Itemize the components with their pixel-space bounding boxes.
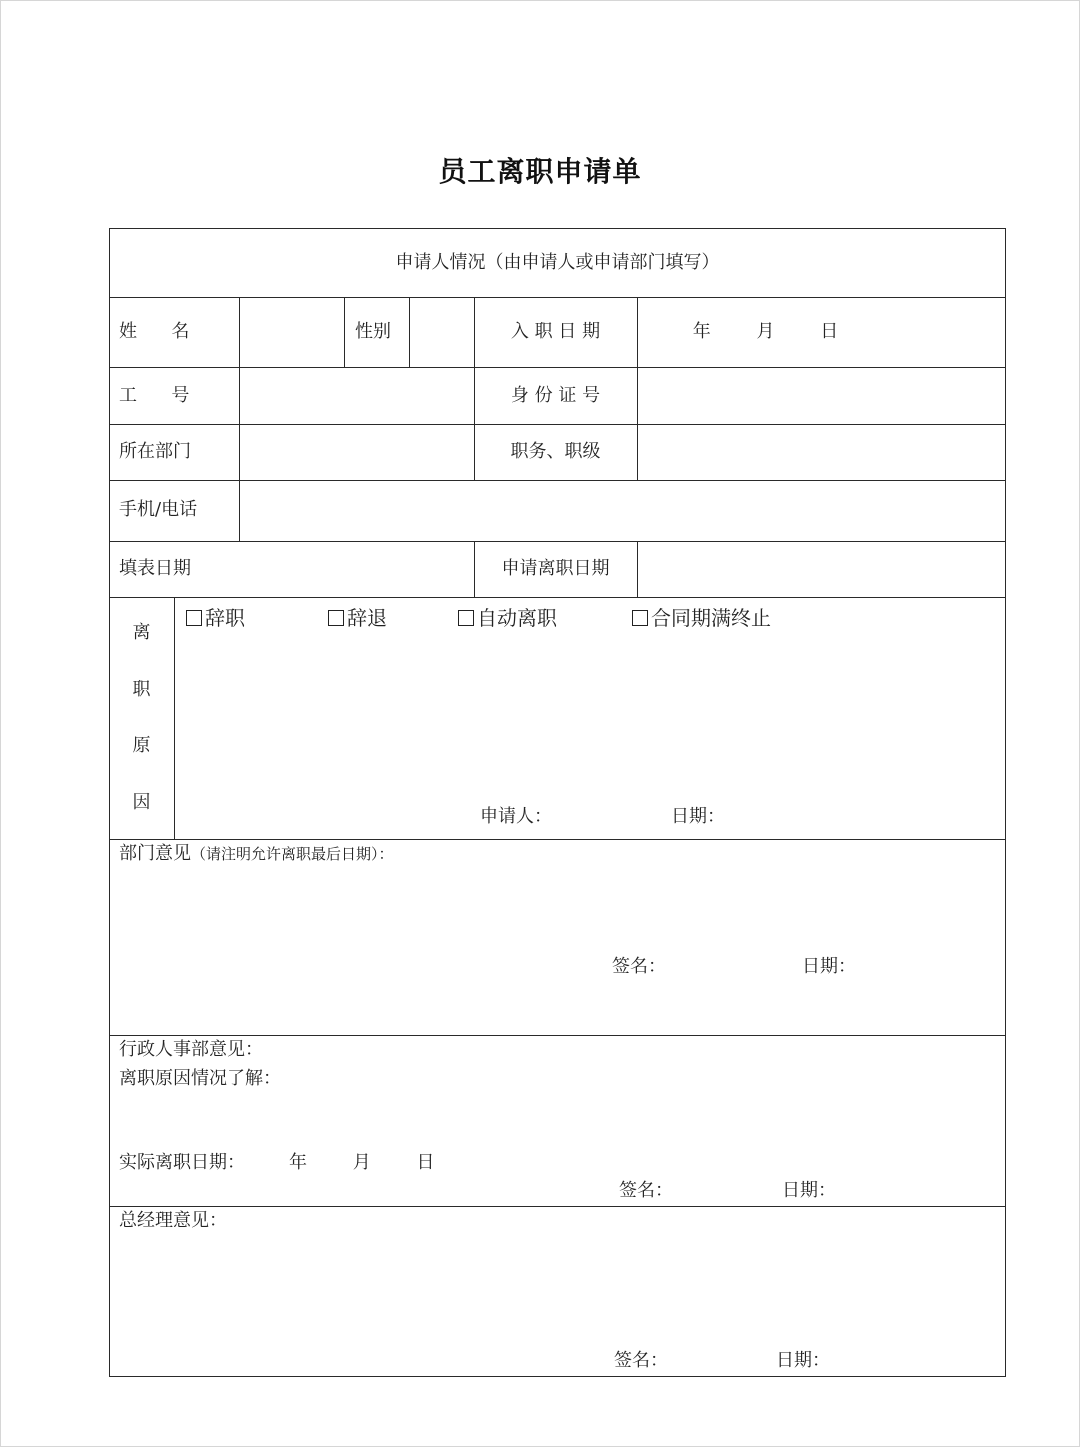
employee-no-label: 工 号 xyxy=(119,385,190,406)
reason-label-char: 因 xyxy=(132,792,151,813)
hr-opinion-area[interactable] xyxy=(110,1094,1005,1144)
grid-line xyxy=(344,297,345,367)
grid-line xyxy=(109,597,1006,598)
section-header: 申请人情况（由申请人或申请部门填写） xyxy=(395,252,720,273)
hr-date-label: 日期： xyxy=(782,1180,836,1201)
reason-label-char: 职 xyxy=(132,679,151,700)
applicant-label: 申请人： xyxy=(480,806,552,827)
id-no-field[interactable] xyxy=(638,368,1005,424)
gender-label: 性别 xyxy=(355,321,391,342)
actual-date-label: 实际离职日期： xyxy=(119,1152,245,1173)
option-voluntary-leave[interactable] xyxy=(458,606,557,630)
apply-date-label: 申请离职日期 xyxy=(501,558,610,579)
fill-date-field[interactable] xyxy=(259,542,474,597)
checkbox[interactable] xyxy=(632,610,648,626)
gm-sign-label: 签名： xyxy=(614,1350,668,1371)
resignation-form xyxy=(109,228,1006,1376)
id-no-label: 身 份 证 号 xyxy=(510,385,601,406)
dept-opinion-title: 部门意见 xyxy=(119,843,191,864)
gender-field[interactable] xyxy=(410,298,474,367)
option-label: 辞职 xyxy=(205,606,245,630)
option-label: 自动离职 xyxy=(477,606,557,630)
reason-text-area[interactable] xyxy=(175,636,1005,801)
grid-line xyxy=(474,367,475,480)
department-field[interactable] xyxy=(240,425,474,480)
option-resign[interactable] xyxy=(186,606,245,630)
gm-date-label: 日期： xyxy=(776,1350,830,1371)
checkbox[interactable] xyxy=(328,610,344,626)
applicant-date-label: 日期： xyxy=(671,806,725,827)
department-label: 所在部门 xyxy=(119,441,191,462)
hire-date-label: 入 职 日 期 xyxy=(510,321,601,342)
grid-line xyxy=(109,1035,1006,1036)
hire-date-field[interactable]: 年 月 日 xyxy=(692,321,839,342)
option-dismissed[interactable] xyxy=(328,606,387,630)
grid-line xyxy=(109,1206,1006,1207)
grid-line xyxy=(109,1376,1006,1377)
dept-opinion-label xyxy=(119,843,394,865)
option-label: 合同期满终止 xyxy=(651,606,771,630)
checkbox[interactable] xyxy=(186,610,202,626)
dept-sign-label: 签名： xyxy=(612,956,666,977)
checkbox[interactable] xyxy=(458,610,474,626)
employee-no-field[interactable] xyxy=(240,368,474,424)
hr-reason-label: 离职原因情况了解： xyxy=(119,1068,281,1089)
actual-date-field[interactable]: 年 月 日 xyxy=(289,1152,435,1173)
apply-date-field[interactable] xyxy=(638,542,1005,597)
grid-line xyxy=(109,839,1006,840)
hr-sign-label: 签名： xyxy=(619,1180,673,1201)
name-label: 姓 名 xyxy=(119,321,190,342)
position-label: 职务、职级 xyxy=(510,441,601,462)
phone-field[interactable] xyxy=(240,481,1005,541)
dept-opinion-note: （请注明允许离职最后日期）： xyxy=(191,845,394,863)
reason-label-char: 原 xyxy=(132,735,151,756)
name-field[interactable] xyxy=(240,298,344,367)
fill-date-label: 填表日期 xyxy=(119,558,191,579)
reason-label-char: 离 xyxy=(132,622,151,643)
option-label: 辞退 xyxy=(347,606,387,630)
option-contract-expiry[interactable] xyxy=(632,606,771,630)
gm-opinion-label: 总经理意见： xyxy=(119,1210,227,1231)
form-title: 员工离职申请单 xyxy=(438,155,642,188)
phone-label: 手机/电话 xyxy=(119,499,198,520)
dept-date-label: 日期： xyxy=(802,956,856,977)
position-field[interactable] xyxy=(638,425,1005,480)
dept-opinion-area[interactable] xyxy=(110,873,1005,948)
gm-opinion-area[interactable] xyxy=(110,1238,1005,1343)
grid-line xyxy=(109,228,1006,229)
hr-opinion-label: 行政人事部意见： xyxy=(119,1039,263,1060)
grid-line xyxy=(1005,228,1006,1377)
